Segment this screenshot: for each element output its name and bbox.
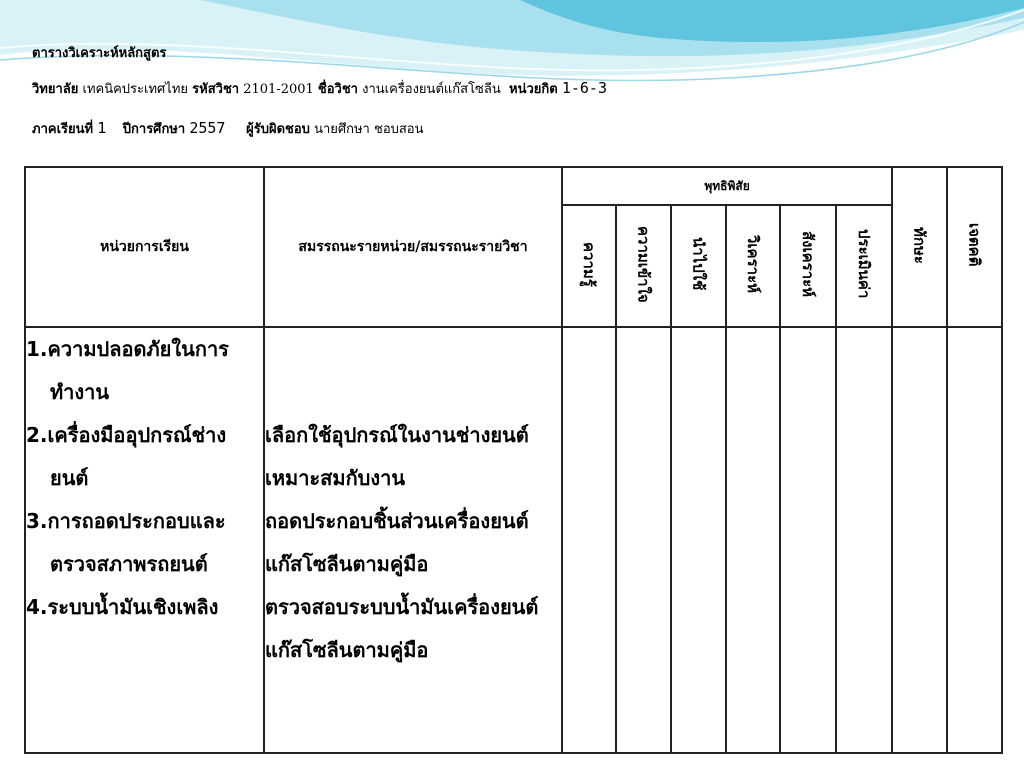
year-value: 2557 xyxy=(189,119,226,137)
knowledge-cell xyxy=(562,327,616,753)
college-value: เทคนิคประเทศไทย xyxy=(82,82,189,97)
analysis-cell xyxy=(726,327,780,753)
attitude-column-header: เจตคติ xyxy=(947,167,1002,327)
list-item: เลือกใช้อุปกรณ์ในงานช่างยนต์เหมาะสมกับงาน xyxy=(265,423,529,490)
skill-cell xyxy=(892,327,947,753)
competency-column-header: สมรรถนะรายหน่วย/สมรรถนะรายวิชา xyxy=(264,167,562,327)
semester-info-line xyxy=(32,118,424,139)
list-item: 1.ความปลอดภัยในการทำงาน xyxy=(26,337,229,404)
subject-label: ชื่อวิชา xyxy=(317,82,358,97)
application-column-header: นำไปใช้ xyxy=(671,205,726,327)
evaluation-column-header: ประเมินค่า xyxy=(836,205,892,327)
application-cell xyxy=(671,327,726,753)
semester-label: ภาคเรียนที่ xyxy=(32,122,94,137)
credit-label: หน่วยกิต xyxy=(509,82,558,97)
owner-label: ผู้รับผิดชอบ xyxy=(246,122,310,137)
code-label: รหัสวิชา xyxy=(192,82,240,97)
synthesis-column-header: สังเคราะห์ xyxy=(780,205,836,327)
comprehension-column-header: ความเข้าใจ xyxy=(616,205,671,327)
skill-column-header: ทักษะ xyxy=(892,167,947,327)
comprehension-cell xyxy=(616,327,671,753)
credit-value: 1-6-3 xyxy=(561,79,607,97)
code-value: 2101-2001 xyxy=(243,82,314,97)
college-label: วิทยาลัย xyxy=(32,82,79,97)
units-cell xyxy=(25,327,264,753)
list-item: 3.การถอดประกอบและตรวจสภาพรถยนต์ xyxy=(26,509,226,576)
semester-value: 1 xyxy=(97,119,107,137)
document-title: ตารางวิเคราะห์หลักสูตร xyxy=(32,46,167,61)
curriculum-analysis-table xyxy=(24,166,1003,754)
competency-cell xyxy=(264,327,562,753)
list-item: ตรวจสอบระบบน้ำมันเครื่องยนต์แก๊สโซลีนตามคู่มือ xyxy=(265,595,539,662)
list-item: ถอดประกอบชิ้นส่วนเครื่องยนต์ แก๊สโซลีนตามคู่มือ xyxy=(265,509,529,576)
subject-value: งานเครื่องยนต์แก๊สโซลีน xyxy=(362,82,501,97)
course-info-line xyxy=(32,78,607,99)
table-row xyxy=(25,327,1002,753)
owner-value: นายศึกษา ชอบสอน xyxy=(314,122,424,137)
year-label: ปีการศึกษา xyxy=(122,122,186,137)
cognitive-group-header: พุทธิพิสัย xyxy=(562,167,892,205)
synthesis-cell xyxy=(780,327,836,753)
list-item: 4.ระบบน้ำมันเชิงเพลิง xyxy=(26,595,219,619)
knowledge-column-header: ความรู้ xyxy=(562,205,616,327)
list-item: 2.เครื่องมืออุปกรณ์ช่างยนต์ xyxy=(26,423,227,490)
units-column-header: หน่วยการเรียน xyxy=(25,167,264,327)
analysis-column-header: วิเคราะห์ xyxy=(726,205,780,327)
attitude-cell xyxy=(947,327,1002,753)
evaluation-cell xyxy=(836,327,892,753)
